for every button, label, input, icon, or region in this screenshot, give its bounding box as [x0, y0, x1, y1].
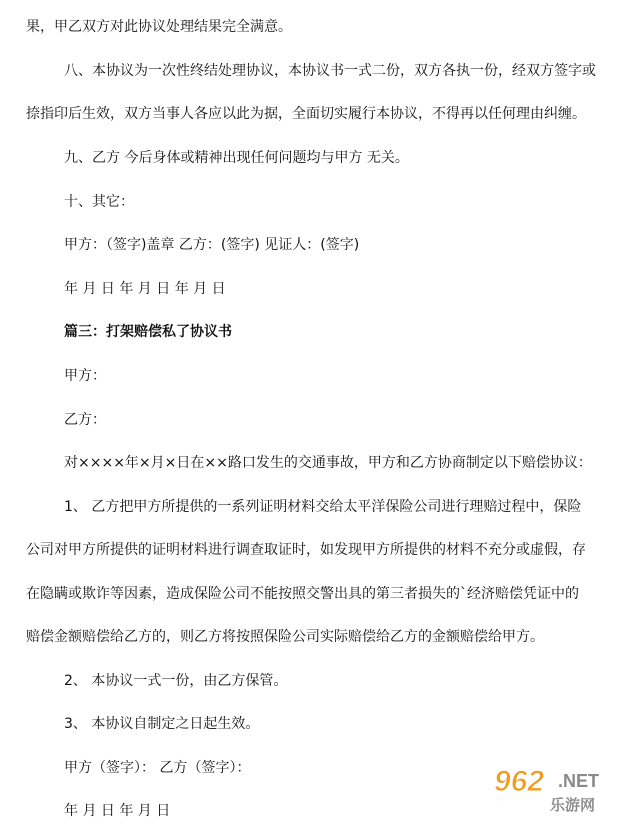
- text-line: 十、其它：: [64, 194, 134, 210]
- signature-line: 甲方：（签字)盖章 乙方：(签字) 见证人：(签字): [64, 237, 360, 253]
- watermark-site: 乐游网: [550, 796, 596, 814]
- text-line: 捺指印后生效，双方当事人各应以此为据，全面切实履行本协议，不得再以任何理由纠缠。: [26, 106, 586, 122]
- date-line: 年 月 日 年 月 日 年 月 日: [64, 281, 226, 297]
- text-line: 对××××年×月×日在××路口发生的交通事故，甲方和乙方协商制定以下赔偿协议：: [64, 455, 592, 471]
- date-line: 年 月 日 年 月 日: [64, 803, 171, 819]
- text-line: 八、本协议为一次性终结处理协议，本协议书一式二份，双方各执一份，经双方签字或: [64, 63, 596, 79]
- watermark-suffix: .NET: [558, 771, 600, 791]
- site-watermark: [492, 760, 632, 814]
- section-heading: 篇三：打架赔偿私了协议书: [64, 324, 232, 340]
- text-line: 果，甲乙双方对此协议处理结果完全满意。: [26, 19, 292, 35]
- text-line: 公司对甲方所提供的证明材料进行调查取证时，如发现甲方所提供的材料不充分或虚假，存: [26, 542, 586, 558]
- text-line: 3、 本协议自制定之日起生效。: [64, 716, 260, 732]
- text-line: 赔偿金额赔偿给乙方的，则乙方将按照保险公司实际赔偿给乙方的金额赔偿给甲方。: [26, 629, 544, 645]
- text-line: 九、乙方 今后身体或精神出现任何问题均与甲方 无关。: [64, 150, 409, 166]
- watermark-number: 962: [494, 765, 545, 798]
- text-line: 在隐瞒或欺诈等因素，造成保险公司不能按照交警出具的第三者损失的`经济赔偿凭证中的: [26, 586, 579, 602]
- text-line: 1、 乙方把甲方所提供的一系列证明材料交给太平洋保险公司进行理赔过程中，保险: [64, 499, 582, 515]
- text-line: 2、 本协议一式一份，由乙方保管。: [64, 673, 288, 689]
- party-b-line: 乙方：: [64, 412, 106, 428]
- signature-line: 甲方（签字）： 乙方（签字）：: [64, 760, 251, 776]
- watermark-logo-icon: [492, 760, 632, 814]
- party-a-line: 甲方：: [64, 368, 106, 384]
